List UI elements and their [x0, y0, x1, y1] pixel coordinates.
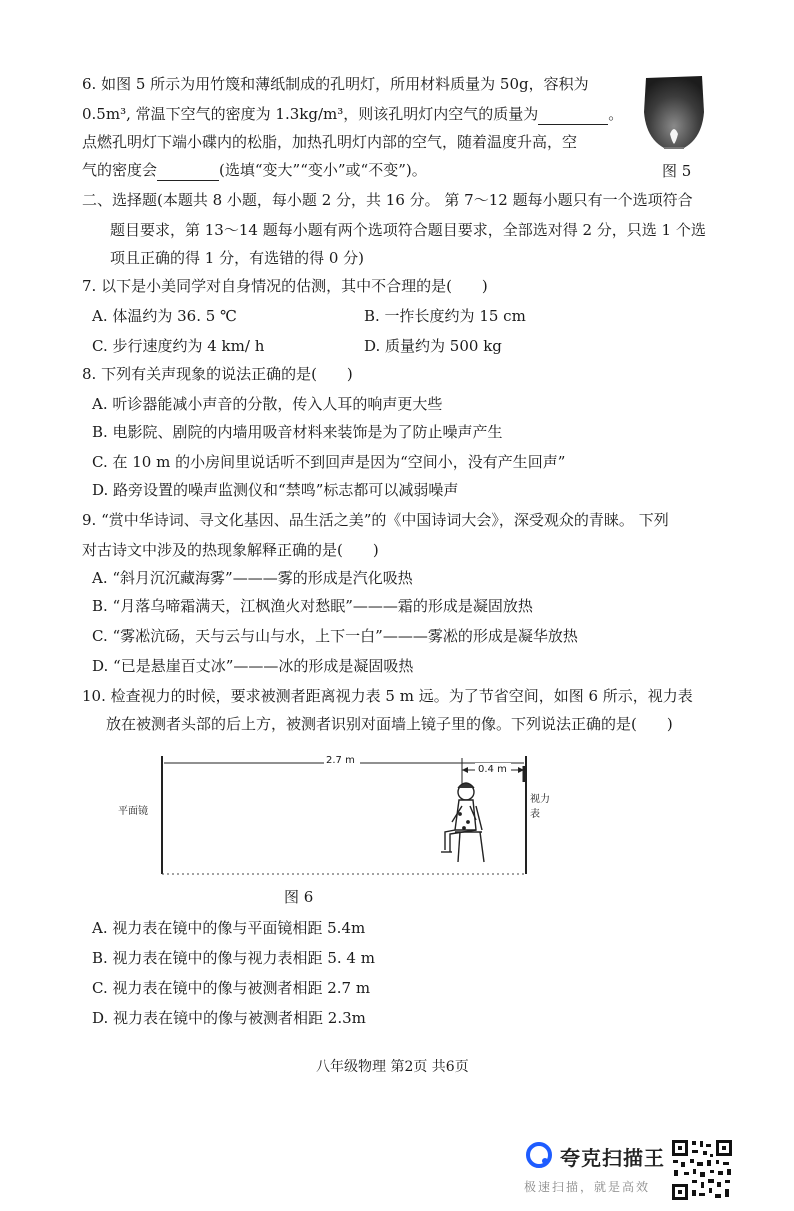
dim-total-label: 2.7 m [326, 755, 355, 766]
q10-line1: 10. 检查视力的时候，要求被测者距离视力表 5 m 远。为了节省空间，如图 6 所示，视力表 [82, 687, 693, 705]
q10-option-a: A. 视力表在镜中的像与平面镜相距 5.4m [92, 919, 366, 937]
q6-blank-density [157, 160, 219, 181]
q6-line2-end: 。 [608, 105, 624, 123]
q8-option-d: D. 路旁设置的噪声监测仪和“禁鸣”标志都可以减弱噪声 [92, 481, 459, 499]
q8-stem: 8. 下列有关声现象的说法正确的是( ) [82, 365, 353, 383]
q9-line1: 9. “赏中华诗词、寻文化基因、品生活之美”的《中国诗词大会》，深受观众的青睐。 下列 [82, 511, 669, 529]
q7-stem: 7. 以下是小美同学对自身情况的估测，其中不合理的是( ) [82, 277, 488, 295]
q7-option-c: C. 步行速度约为 4 km/ h [92, 337, 265, 355]
q10-option-c: C. 视力表在镜中的像与被测者相距 2.7 m [92, 979, 371, 997]
q7-option-b: B. 一拃长度约为 15 cm [364, 307, 526, 325]
q10-line2: 放在被测者头部的后上方，被测者识别对面墙上镜子里的像。下列说法正确的是( ) [106, 715, 673, 733]
q10-option-d: D. 视力表在镜中的像与被测者相距 2.3m [92, 1009, 366, 1027]
qr-code-icon [670, 1138, 734, 1202]
dim-short-label: 0.4 m [478, 764, 507, 775]
q7-option-a: A. 体温约为 36. 5 ℃ [92, 307, 237, 325]
q9-option-a: A. “斜月沉沉藏海雾”———雾的形成是汽化吸热 [92, 569, 413, 587]
q9-option-c: C. “雾凇沆砀，天与云与山与水，上下一白”———雾凇的形成是凝华放热 [92, 627, 578, 645]
section2-line1: 二、选择题(本题共 8 小题，每小题 2 分，共 16 分。 第 7～12 题每小题只有一个选项符合 [82, 191, 693, 209]
q6-line2 [82, 104, 623, 125]
q6-line2-text: 0.5m³, 常温下空气的密度为 1.3kg/m³，则该孔明灯内空气的质量为 [82, 105, 539, 123]
section2-line3: 项且正确的得 1 分，有选错的得 0 分) [110, 249, 365, 267]
q10-option-b: B. 视力表在镜中的像与视力表相距 5. 4 m [92, 949, 375, 967]
page-footer: 八年级物理 第2页 共6页 [316, 1059, 469, 1075]
figure-6-diagram [110, 752, 550, 882]
figure-5-lantern [638, 72, 710, 154]
q8-option-a: A. 听诊器能减小声音的分散，传入人耳的响声更大些 [92, 395, 443, 413]
q6-line1: 6. 如图 5 所示为用竹篾和薄纸制成的孔明灯，所用材料质量为 50g，容积为 [82, 75, 589, 93]
q6-line4-end: (选填“变大”“变小”或“不变”)。 [219, 161, 427, 179]
q9-line2: 对古诗文中涉及的热现象解释正确的是( ) [82, 541, 379, 559]
section2-line2: 题目要求，第 13～14 题每小题有两个选项符合题目要求，全部选对得 2 分，只选 1 个选 [110, 221, 706, 239]
chart-label: 视力表 [530, 794, 550, 820]
q6-line4-text: 气的密度会 [82, 161, 158, 179]
q8-option-b: B. 电影院、剧院的内墙用吸音材料来装饰是为了防止噪声产生 [92, 423, 503, 441]
brand-name: 夸克扫描王 [560, 1146, 665, 1170]
scanner-watermark [524, 1138, 794, 1208]
q9-option-b: B. “月落乌啼霜满天，江枫渔火对愁眠”———霜的形成是凝固放热 [92, 597, 533, 615]
brand-tagline: 极速扫描，就是高效 [524, 1180, 651, 1194]
mirror-label: 平面镜 [118, 806, 148, 817]
q6-line4 [82, 160, 427, 181]
figure-6-caption: 图 6 [284, 888, 314, 906]
q6-blank-mass [538, 104, 608, 125]
q6-line3: 点燃孔明灯下端小碟内的松脂，加热孔明灯内部的空气，随着温度升高，空 [82, 133, 578, 151]
q7-option-d: D. 质量约为 500 kg [364, 337, 502, 355]
q9-option-d: D. “已是悬崖百丈冰”———冰的形成是凝固吸热 [92, 657, 414, 675]
quark-logo-icon [526, 1142, 552, 1168]
q8-option-c: C. 在 10 m 的小房间里说话听不到回声是因为“空间小，没有产生回声” [92, 453, 566, 471]
seated-person-figure [441, 783, 484, 862]
figure-5-caption: 图 5 [662, 162, 692, 180]
lantern-image [638, 72, 710, 154]
